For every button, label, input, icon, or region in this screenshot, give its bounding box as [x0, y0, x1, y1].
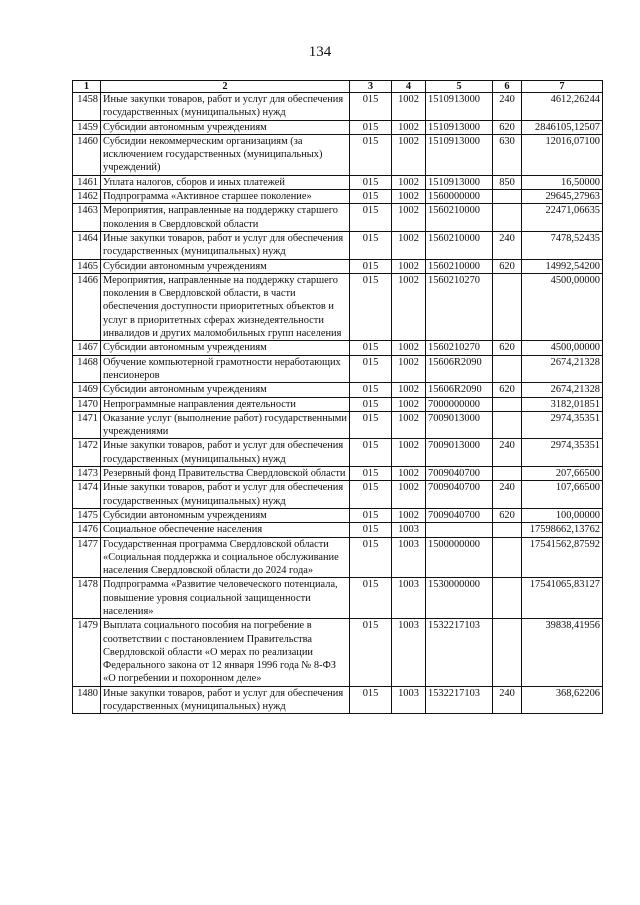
row-name: Социальное обеспечение населения — [101, 523, 350, 537]
row-ministry-code: 015 — [350, 273, 392, 340]
row-ministry-code: 015 — [350, 578, 392, 619]
row-ministry-code: 015 — [350, 686, 392, 714]
header-cell-5: 5 — [426, 81, 493, 93]
row-target-code: 7009040700 — [426, 481, 493, 509]
row-ministry-code: 015 — [350, 120, 392, 134]
row-target-code: 7009013000 — [426, 439, 493, 467]
table-row — [73, 341, 603, 355]
row-number: 1459 — [73, 120, 101, 134]
row-amount: 14992,54200 — [522, 259, 603, 273]
row-ministry-code: 015 — [350, 341, 392, 355]
row-name: Непрограммные направления деятельности — [101, 397, 350, 411]
row-name: Субсидии автономным учреждениям — [101, 120, 350, 134]
row-number: 1464 — [73, 231, 101, 259]
row-section-code: 1002 — [392, 273, 426, 340]
row-expense-type — [493, 204, 522, 232]
row-target-code: 7009040700 — [426, 508, 493, 522]
row-amount: 4500,00000 — [522, 273, 603, 340]
row-section-code: 1003 — [392, 686, 426, 714]
row-amount: 107,66500 — [522, 481, 603, 509]
row-amount: 2674,21328 — [522, 383, 603, 397]
row-name: Иные закупки товаров, работ и услуг для обеспечения государственных (муниципальных) нужд — [101, 93, 350, 121]
row-section-code: 1002 — [392, 134, 426, 175]
row-name: Подпрограмма «Активное старшее поколение» — [101, 190, 350, 204]
row-name: Уплата налогов, сборов и иных платежей — [101, 175, 350, 189]
row-number: 1466 — [73, 273, 101, 340]
row-number: 1461 — [73, 175, 101, 189]
row-number: 1470 — [73, 397, 101, 411]
row-name: Резервный фонд Правительства Свердловской области — [101, 467, 350, 481]
row-target-code: 1560210000 — [426, 231, 493, 259]
row-section-code: 1002 — [392, 439, 426, 467]
row-amount: 3182,01851 — [522, 397, 603, 411]
row-section-code: 1002 — [392, 93, 426, 121]
header-cell-7: 7 — [522, 81, 603, 93]
table-row — [73, 619, 603, 686]
row-amount: 368,62206 — [522, 686, 603, 714]
row-ministry-code: 015 — [350, 411, 392, 439]
table-row — [73, 481, 603, 509]
row-target-code: 1532217103 — [426, 619, 493, 686]
table-header-row — [73, 81, 603, 93]
row-number: 1469 — [73, 383, 101, 397]
row-number: 1467 — [73, 341, 101, 355]
table-row — [73, 231, 603, 259]
row-amount: 2974,35351 — [522, 411, 603, 439]
row-amount: 100,00000 — [522, 508, 603, 522]
row-target-code: 15606R2090 — [426, 383, 493, 397]
row-target-code: 1560210000 — [426, 259, 493, 273]
row-section-code: 1002 — [392, 231, 426, 259]
header-cell-3: 3 — [350, 81, 392, 93]
row-name: Мероприятия, направленные на поддержку старшего поколения в Свердловской области — [101, 204, 350, 232]
row-target-code: 15606R2090 — [426, 355, 493, 383]
row-number: 1468 — [73, 355, 101, 383]
row-expense-type — [493, 355, 522, 383]
row-number: 1471 — [73, 411, 101, 439]
table-row — [73, 578, 603, 619]
row-target-code: 1500000000 — [426, 537, 493, 578]
row-target-code: 7009040700 — [426, 467, 493, 481]
row-expense-type: 620 — [493, 120, 522, 134]
row-target-code: 1560000000 — [426, 190, 493, 204]
row-expense-type: 850 — [493, 175, 522, 189]
row-ministry-code: 015 — [350, 355, 392, 383]
row-section-code: 1003 — [392, 578, 426, 619]
row-name: Субсидии автономным учреждениям — [101, 508, 350, 522]
row-name: Иные закупки товаров, работ и услуг для обеспечения государственных (муниципальных) нужд — [101, 481, 350, 509]
row-ministry-code: 015 — [350, 523, 392, 537]
row-number: 1463 — [73, 204, 101, 232]
row-section-code: 1002 — [392, 204, 426, 232]
row-amount: 7478,52435 — [522, 231, 603, 259]
table-row — [73, 523, 603, 537]
row-section-code: 1002 — [392, 508, 426, 522]
row-target-code: 1560210000 — [426, 204, 493, 232]
row-ministry-code: 015 — [350, 383, 392, 397]
row-name: Иные закупки товаров, работ и услуг для обеспечения государственных (муниципальных) нужд — [101, 231, 350, 259]
row-number: 1460 — [73, 134, 101, 175]
row-expense-type: 240 — [493, 686, 522, 714]
row-name: Мероприятия, направленные на поддержку старшего поколения в Свердловской области, в части обеспечения доступности приоритетных объектов и услуг в приоритетных сферах жизнедеятельности инвалидов и других маломобильных групп населения — [101, 273, 350, 340]
header-cell-1: 1 — [73, 81, 101, 93]
row-amount: 4500,00000 — [522, 341, 603, 355]
row-ministry-code: 015 — [350, 481, 392, 509]
row-number: 1472 — [73, 439, 101, 467]
row-number: 1465 — [73, 259, 101, 273]
row-expense-type — [493, 523, 522, 537]
row-expense-type: 620 — [493, 508, 522, 522]
table-row — [73, 439, 603, 467]
row-target-code: 1560210270 — [426, 273, 493, 340]
table-row — [73, 537, 603, 578]
row-ministry-code: 015 — [350, 397, 392, 411]
row-expense-type — [493, 467, 522, 481]
table-row — [73, 355, 603, 383]
row-expense-type — [493, 397, 522, 411]
row-section-code: 1002 — [392, 411, 426, 439]
page-number: 134 — [308, 44, 332, 60]
table-row — [73, 93, 603, 121]
table-row — [73, 134, 603, 175]
row-name: Иные закупки товаров, работ и услуг для обеспечения государственных (муниципальных) нужд — [101, 686, 350, 714]
row-name: Выплата социального пособия на погребение в соответствии с постановлением Правительства Свердловской области «О мерах по реализации Федерального закона от 12 января 1996 года № 8-ФЗ «О погребении и похоронном деле» — [101, 619, 350, 686]
row-amount: 29645,27963 — [522, 190, 603, 204]
budget-table — [72, 80, 603, 714]
row-section-code: 1002 — [392, 175, 426, 189]
row-number: 1477 — [73, 537, 101, 578]
table-row — [73, 411, 603, 439]
row-ministry-code: 015 — [350, 508, 392, 522]
row-section-code: 1002 — [392, 467, 426, 481]
row-section-code: 1003 — [392, 619, 426, 686]
row-ministry-code: 015 — [350, 259, 392, 273]
row-expense-type — [493, 619, 522, 686]
row-expense-type: 630 — [493, 134, 522, 175]
row-target-code: 1560210270 — [426, 341, 493, 355]
row-expense-type — [493, 411, 522, 439]
table-body — [73, 93, 603, 714]
table-row — [73, 273, 603, 340]
row-amount: 39838,41956 — [522, 619, 603, 686]
row-ministry-code: 015 — [350, 134, 392, 175]
row-amount: 12016,07100 — [522, 134, 603, 175]
row-section-code: 1002 — [392, 190, 426, 204]
row-target-code: 7009013000 — [426, 411, 493, 439]
table-row — [73, 397, 603, 411]
row-amount: 17598662,13762 — [522, 523, 603, 537]
table-row — [73, 508, 603, 522]
row-target-code: 1510913000 — [426, 134, 493, 175]
row-target-code: 1510913000 — [426, 93, 493, 121]
row-section-code: 1003 — [392, 523, 426, 537]
row-name: Государственная программа Свердловской области «Социальная поддержка и социальное обслуживание населения Свердловской области до 2024 года» — [101, 537, 350, 578]
row-target-code: 1510913000 — [426, 175, 493, 189]
header-cell-4: 4 — [392, 81, 426, 93]
row-number: 1478 — [73, 578, 101, 619]
row-amount: 17541065,83127 — [522, 578, 603, 619]
row-amount: 22471,06635 — [522, 204, 603, 232]
header-cell-2: 2 — [101, 81, 350, 93]
row-expense-type — [493, 273, 522, 340]
row-amount: 207,66500 — [522, 467, 603, 481]
table-row — [73, 686, 603, 714]
row-section-code: 1002 — [392, 383, 426, 397]
row-name: Оказание услуг (выполнение работ) государственными учреждениями — [101, 411, 350, 439]
row-ministry-code: 015 — [350, 231, 392, 259]
header-cell-6: 6 — [493, 81, 522, 93]
table-row — [73, 175, 603, 189]
row-expense-type: 240 — [493, 439, 522, 467]
row-name: Субсидии автономным учреждениям — [101, 383, 350, 397]
table-row — [73, 467, 603, 481]
table-row — [73, 204, 603, 232]
row-amount: 2674,21328 — [522, 355, 603, 383]
row-section-code: 1002 — [392, 397, 426, 411]
row-target-code: 1530000000 — [426, 578, 493, 619]
row-section-code: 1003 — [392, 537, 426, 578]
row-ministry-code: 015 — [350, 439, 392, 467]
row-target-code — [426, 523, 493, 537]
row-expense-type: 620 — [493, 341, 522, 355]
row-name: Обучение компьютерной грамотности неработающих пенсионеров — [101, 355, 350, 383]
row-number: 1479 — [73, 619, 101, 686]
row-name: Субсидии автономным учреждениям — [101, 259, 350, 273]
row-ministry-code: 015 — [350, 204, 392, 232]
table-row — [73, 383, 603, 397]
row-ministry-code: 015 — [350, 619, 392, 686]
row-section-code: 1002 — [392, 259, 426, 273]
row-ministry-code: 015 — [350, 537, 392, 578]
row-ministry-code: 015 — [350, 175, 392, 189]
row-amount: 2846105,12507 — [522, 120, 603, 134]
row-target-code: 1510913000 — [426, 120, 493, 134]
row-number: 1473 — [73, 467, 101, 481]
row-number: 1475 — [73, 508, 101, 522]
row-number: 1480 — [73, 686, 101, 714]
row-amount: 4612,26244 — [522, 93, 603, 121]
row-expense-type — [493, 578, 522, 619]
row-target-code: 7000000000 — [426, 397, 493, 411]
row-number: 1458 — [73, 93, 101, 121]
row-name: Иные закупки товаров, работ и услуг для обеспечения государственных (муниципальных) нужд — [101, 439, 350, 467]
row-target-code: 1532217103 — [426, 686, 493, 714]
row-amount: 17541562,87592 — [522, 537, 603, 578]
row-expense-type: 620 — [493, 259, 522, 273]
row-expense-type: 240 — [493, 481, 522, 509]
table-row — [73, 190, 603, 204]
table-row — [73, 259, 603, 273]
row-amount: 16,50000 — [522, 175, 603, 189]
row-expense-type: 620 — [493, 383, 522, 397]
row-ministry-code: 015 — [350, 190, 392, 204]
row-number: 1476 — [73, 523, 101, 537]
row-section-code: 1002 — [392, 355, 426, 383]
row-name: Подпрограмма «Развитие человеческого потенциала, повышение уровня социальной защищенности населения» — [101, 578, 350, 619]
row-number: 1474 — [73, 481, 101, 509]
row-number: 1462 — [73, 190, 101, 204]
table-row — [73, 120, 603, 134]
row-name: Субсидии автономным учреждениям — [101, 341, 350, 355]
row-expense-type — [493, 537, 522, 578]
row-ministry-code: 015 — [350, 93, 392, 121]
row-amount: 2974,35351 — [522, 439, 603, 467]
row-section-code: 1002 — [392, 120, 426, 134]
row-expense-type: 240 — [493, 93, 522, 121]
row-ministry-code: 015 — [350, 467, 392, 481]
row-section-code: 1002 — [392, 341, 426, 355]
row-name: Субсидии некоммерческим организациям (за исключением государственных (муниципальных) учреждений) — [101, 134, 350, 175]
row-expense-type — [493, 190, 522, 204]
row-section-code: 1002 — [392, 481, 426, 509]
row-expense-type: 240 — [493, 231, 522, 259]
